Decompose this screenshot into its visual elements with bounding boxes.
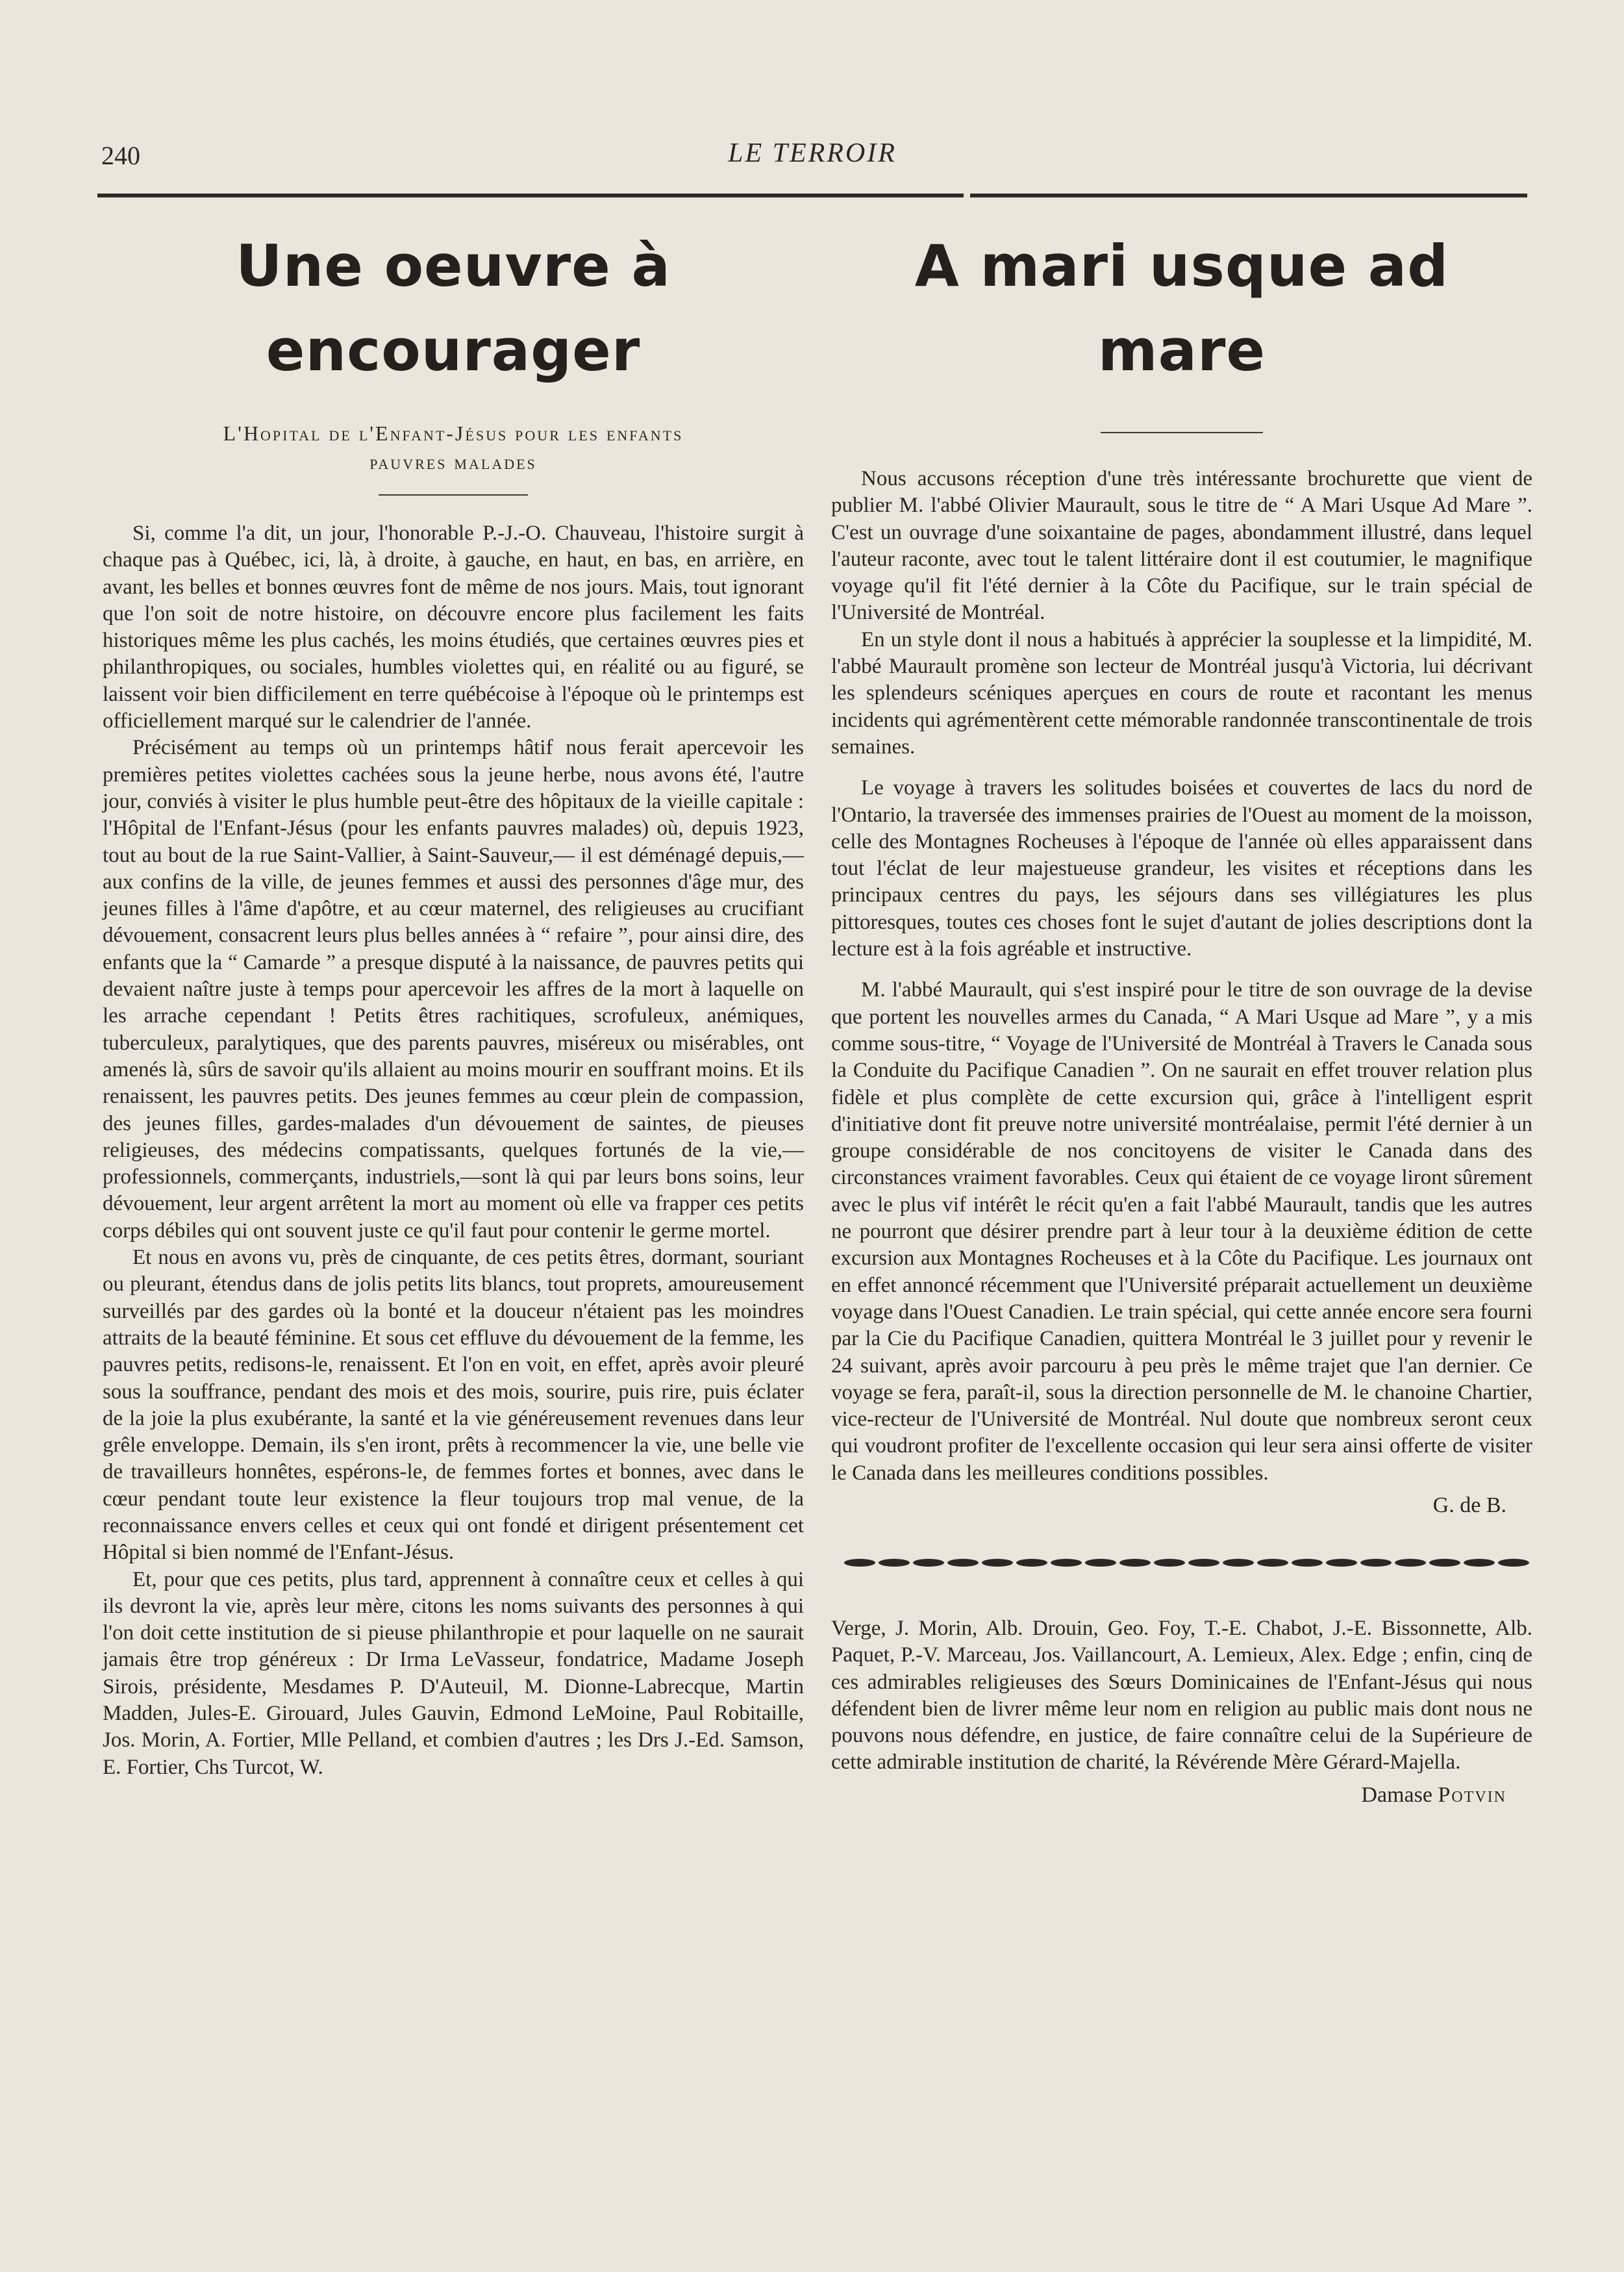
ornament-leaf bbox=[1395, 1559, 1426, 1567]
ornament-leaf bbox=[1085, 1559, 1116, 1567]
ornament-leaf bbox=[1257, 1559, 1288, 1567]
ornament-leaf bbox=[982, 1559, 1013, 1567]
ornament-leaf bbox=[1498, 1559, 1529, 1567]
ornament-leaf bbox=[1223, 1559, 1254, 1567]
header-rule-gap bbox=[964, 191, 970, 200]
page-header bbox=[97, 134, 1527, 173]
continuation-paragraph: Verge, J. Morin, Alb. Drouin, Geo. Foy, T.-E. Chabot, J.-E. Bissonnette, Alb. Paquet, P.-V. Marceau, Jos. Vaillancourt, A. Lemieux, Alex. Edge ; enfin, cinq de ces admirables religieuses des Sœurs Dominicaines de l'Enfant-Jésus qui nous défendent bien de livrer même leur nom en religion au public mais dont nous ne pouvons nous défendre, en justice, de faire connaître celui de la Supérieure de cette admirable institution de charité, la Révérende Mère Gérard-Majella. bbox=[831, 1616, 1532, 1774]
left-column bbox=[103, 224, 804, 1781]
ornament-leaf bbox=[1326, 1559, 1357, 1567]
page-number: 240 bbox=[101, 141, 140, 170]
ornament-leaf bbox=[1360, 1559, 1392, 1567]
ornament-leaf bbox=[1429, 1559, 1460, 1567]
right-column bbox=[831, 224, 1532, 1808]
ornament-svg bbox=[831, 1557, 1532, 1569]
right-paragraph: Nous accusons réception d'une très intéressante brochurette que vient de publier M. l'abbé Olivier Maurault, sous le titre de “ A Mari Usque Ad Mare ”. C'est un ouvrage d'une soixantaine de pages, abondamment illustré, dans lequel l'auteur raconte, avec tout le talent littéraire dont il est coutumier, le magnifique voyage qu'il fit l'été dernier à la Côte du Pacifique, sur le train spécial de l'Université de Montréal. bbox=[831, 467, 1532, 625]
continuation-signature bbox=[831, 1783, 1532, 1808]
right-paragraph: M. l'abbé Maurault, qui s'est inspiré pour le titre de son ouvrage de la devise que portent les nouvelles armes du Canada, “ A Mari Usque ad Mare ”, y a mis comme sous-titre, “ Voyage de l'Université de Montréal à Travers le Canada sous la Conduite du Pacifique Canadien ”. On ne saurait en effet trouver relation plus fidèle et plus complète de cette excursion qui, grâce à l'intelligent esprit d'initiative dont fit preuve notre université montréalaise, permit l'été dernier à un groupe considérable de nos concitoyens de visiter le Canada dans des circonstances vraiment favorables. Ceux qui étaient de ce voyage liront sûrement avec le plus vif intérêt le récit qu'en a fait l'abbé Maurault, tandis que les autres ne pourront que désirer prendre part à leur tour à la deuxième édition de cette excursion aux Montagnes Rocheuses et à la Côte du Pacifique. Les journaux ont en effet annoncé récemment que l'Université préparait actuellement un deuxième voyage dans l'Ouest Canadien. Le train spécial, qui cette année encore sera fourni par la Cie du Pacifique Canadien, quittera Montréal le 3 juillet pour y revenir le 24 suivant, après avoir parcouru à peu près le même trajet que l'an dernier. Ce voyage se fera, paraît-il, sous la direction personnelle de M. le chanoine Chartier, vice-recteur de l'Université de Montréal. Nul doute que nombreux seront ceux qui voudront profiter de l'excellente occasion qui leur sera ainsi offerte de visiter le Canada dans les meilleures conditions possibles. bbox=[831, 978, 1532, 1485]
ornamental-divider bbox=[831, 1557, 1532, 1569]
ornament-leaf bbox=[1119, 1559, 1151, 1567]
left-paragraph: Si, comme l'a dit, un jour, l'honorable P.-J.-O. Chauveau, l'histoire surgit à chaque pas à Québec, ici, là, à droite, à gauche, en haut, en bas, en arrière, en avant, les belles et bonnes œuvres font de même de nos jours. Mais, tout ignorant que l'on soit de notre histoire, on découvre encore plus facilement les faits historiques même les plus cachés, les moins étudiés, que certaines œuvres pies et philanthropiques, ou sociales, humbles violettes qui, en réalité ou au figuré, se laissent voir bien difficilement en terre québécoise à l'époque où le printemps est officiellement marqué sur le calendrier de l'année. bbox=[103, 522, 804, 733]
ornament-leaf bbox=[1292, 1559, 1323, 1567]
ornament-leaf bbox=[1051, 1559, 1082, 1567]
signature-first-name: Damase bbox=[1361, 1782, 1432, 1807]
ornament-leaf bbox=[879, 1559, 910, 1567]
signature-last-name: Potvin bbox=[1438, 1782, 1506, 1807]
ornament-leaf bbox=[913, 1559, 944, 1567]
right-paragraph: Le voyage à travers les solitudes boisées et couvertes de lacs du nord de l'Ontario, la traversée des immenses prairies de l'Ouest au moment de la moisson, celle des Montagnes Rocheuses à l'époque de l'année où elles apparaissent dans tout l'éclat de leur majestueuse grandeur, les visites et réceptions dans les principaux centres du pays, les séjours dans ses villégiatures les plus pittoresques, toutes ces choses font le sujet d'autant de jolies descriptions dont la lecture est à la fois agréable et instructive. bbox=[831, 776, 1532, 961]
right-article-signature: G. de B. bbox=[1432, 1493, 1506, 1517]
right-paragraph: En un style dont il nous a habitués à apprécier la souplesse et la limpidité, M. l'abbé Maurault promène son lecteur de Montréal jusqu'à Victoria, lui décrivant les splendeurs scéniques aperçues en cours de route et racontant les menus incidents qui agrémentèrent cette mémorable randonnée transcontinentale de trois semaines. bbox=[831, 627, 1532, 759]
header-rule bbox=[97, 194, 1527, 197]
subtitle-line-2: pauvres malades bbox=[369, 450, 537, 473]
subtitle-line-1: L'Hopital de l'Enfant-Jésus pour les enfants bbox=[223, 422, 684, 445]
ornament-leaf bbox=[1154, 1559, 1185, 1567]
ornament-leaf bbox=[1464, 1559, 1495, 1567]
left-article-subtitle bbox=[103, 419, 804, 476]
right-title-rule bbox=[1101, 432, 1263, 433]
left-paragraph: Et nous en avons vu, près de cinquante, de ces petits êtres, dormant, souriant ou pleurant, étendus dans de jolis petits lits blancs, tout proprets, amoureusement surveillés par des gardes où la bonté et la douceur n'étaient pas les moindres attraits de la beauté féminine. Et sous cet effluve du dévouement de la femme, les pauvres petits, redisons-le, renaissent. Et l'on en voit, en effet, après avoir pleuré sous la souffrance, pendant des mois et des mois, sourire, puis rire, puis éclater de la joie la plus exubérante, la santé et la vie généreusement revenues dans leur grêle enveloppe. Demain, ils s'en iront, prêts à recommencer la vie, une belle vie de travailleurs honnêtes, espérons-le, de femmes fortes et bonnes, avec dans le cœur pendant toute leur existence la fleur toujours trop mal venue, de la reconnaissance envers celles et ceux qui ont fondé et dirigent présentement cet Hôpital si bien nommé de l'Enfant-Jésus. bbox=[103, 1246, 804, 1565]
left-article-title: Une oeuvre à encourager bbox=[236, 233, 671, 384]
ornament-leaf bbox=[1188, 1559, 1219, 1567]
ornament-leaf bbox=[947, 1559, 979, 1567]
ornament-chain bbox=[844, 1559, 1529, 1567]
running-title: LE TERROIR bbox=[728, 138, 897, 168]
ornament-leaf bbox=[844, 1559, 875, 1567]
right-article-title: A mari usque ad mare bbox=[914, 233, 1449, 384]
ornament-leaf bbox=[1016, 1559, 1047, 1567]
left-paragraph: Précisément au temps où un printemps hâtif nous ferait apercevoir les premières petites violettes cachées sous la jeune herbe, nous avons été, l'autre jour, conviés à visiter le plus humble peut-être des hôpitaux de la vieille capitale : l'Hôpital de l'Enfant-Jésus (pour les enfants pauvres malades) où, depuis 1923, tout au bout de la rue Saint-Vallier, à Saint-Sauveur,— il est déménagé depuis,— aux confins de la ville, de jeunes femmes et aussi des personnes d'âge mur, des jeunes filles à l'âme d'apôtre, et au cœur maternel, des religieuses au crucifiant dévouement, consacrent leurs plus belles années à “ refaire ”, pour ainsi dire, des enfants que la “ Camarde ” a presque disputé à la naissance, de pauvres petits qui devaient naître juste à temps pour apercevoir les affres de la mort à laquelle on les arrache cependant ! Petits êtres rachitiques, scrofuleux, anémiques, tuberculeux, paralytiques, que des parents pauvres, miséreux ou misérables, ont amenés là, sûrs de savoir qu'ils allaient au moins mourir en souffrant moins. Et ils renaissent, les pauvres petits. Des jeunes femmes au cœur plein de compassion, des jeunes filles, gardes-malades d'un dévouement de saintes, de pieuses religieuses, des médecins compatissants, quelques fortunés de la vie,—professionnels, commerçants, industriels,—sont là qui par leurs bons soins, leur dévouement, leur argent arrêtent la mort au moment où elle va frapper ces petits corps débiles qui ont souvent juste ce qu'il faut pour contenir le germe mortel. bbox=[103, 736, 804, 1243]
left-paragraph: Et, pour que ces petits, plus tard, apprennent à connaître ceux et celles à qui ils devront la vie, après leur mère, citons les noms suivants des personnes à qui l'on doit cette institution de si pieuse philanthropie et pour laquelle on ne saurait jamais être trop généreux : Dr Irma LeVasseur, fondatrice, Madame Joseph Sirois, présidente, Mesdames P. D'Auteuil, M. Dionne-Labrecque, Martin Madden, Jules-E. Girouard, Jules Gauvin, Edmond LeMoine, Paul Robitaille, Jos. Morin, A. Fortier, Mlle Pelland, et combien d'autres ; les Drs J.-Ed. Samson, E. Fortier, Chs Turcot, W. bbox=[103, 1567, 804, 1779]
left-title-rule bbox=[379, 494, 528, 496]
